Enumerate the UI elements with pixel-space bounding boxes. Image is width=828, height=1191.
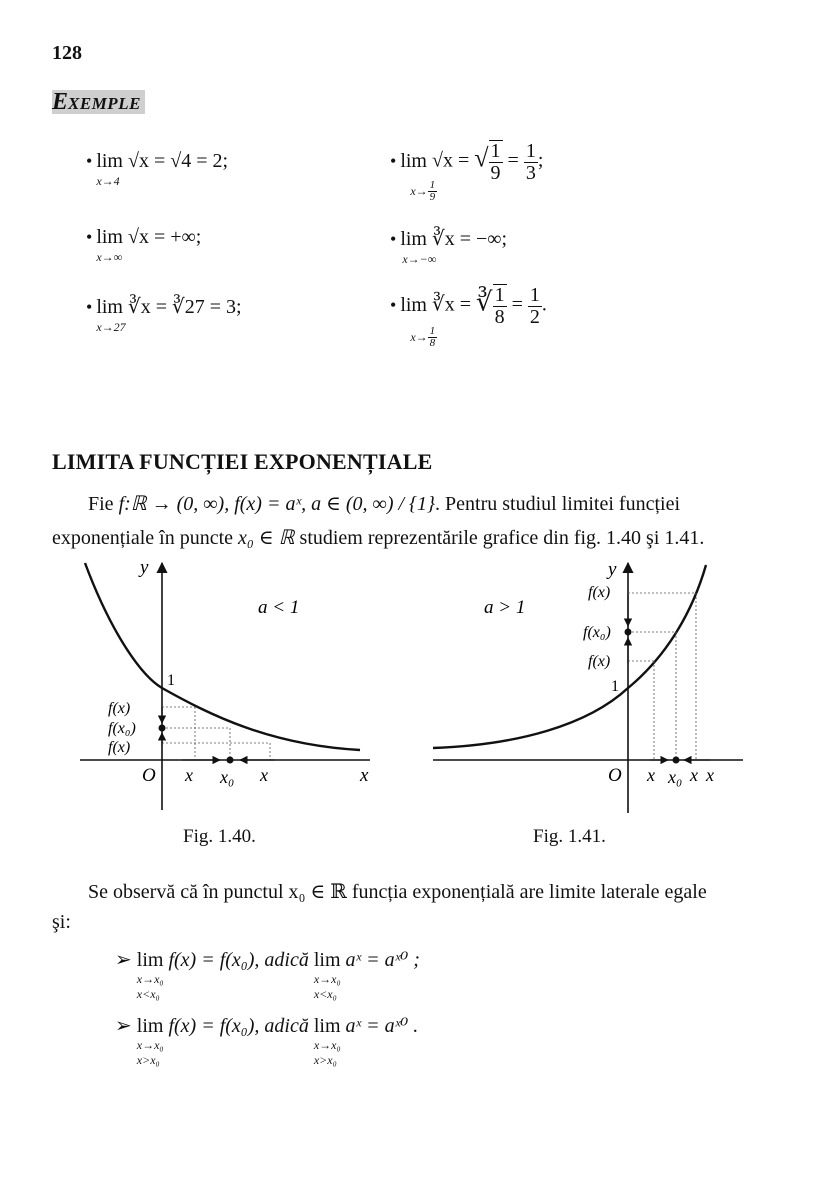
observation-paragraph — [52, 877, 762, 937]
examples-heading — [52, 90, 145, 114]
example-3 — [86, 294, 242, 334]
lim-subscript: x→x₀ x<x₀ — [136, 972, 164, 1001]
lim-subscript: x→ $\frac{1}{8}$ — [410, 324, 436, 350]
power-expression: aˣ = aˣ⁰ ; — [345, 949, 420, 971]
result-fraction: $\frac{1}{3}$ — [525, 139, 536, 184]
power-expression: aˣ = aˣ⁰ . — [345, 1015, 419, 1037]
example-expression: √x = +∞; — [127, 226, 202, 248]
bullet: • — [390, 150, 397, 171]
example-expression: ∛x = −∞; — [431, 228, 508, 250]
page-number: 128 — [52, 42, 82, 64]
lim-operator: lim x→x₀ x>x₀ — [136, 1015, 164, 1067]
x0-point — [673, 757, 680, 764]
limit-expression: f(x) = f(x₀), adică — [168, 949, 309, 971]
lim-operator: lim x→∞ — [96, 226, 123, 264]
lim-operator: lim x→ $\frac{1}{8}$ — [400, 293, 436, 350]
x0-point — [227, 757, 234, 764]
x-right-label: x — [260, 765, 268, 785]
origin-label: O — [142, 765, 156, 786]
lim-operator: lim x→−∞ — [400, 228, 437, 266]
fx0-label: f(x₀) — [583, 624, 611, 641]
figure-1-40-caption: Fig. 1.40. — [183, 826, 256, 847]
lim-subscript: x→ $\frac{1}{9}$ — [410, 178, 436, 204]
example-1 — [86, 150, 229, 188]
intro-point: x₀ ∈ ℝ — [238, 527, 295, 549]
figure-1-41-caption: Fig. 1.41. — [533, 826, 606, 847]
lim-subscript: x→∞ — [96, 250, 123, 264]
x0-label: x₀ — [220, 767, 235, 787]
section-title: LIMITA FUNCȚIEI EXPONENȚIALE — [52, 449, 433, 474]
condition-label: a > 1 — [484, 597, 526, 618]
x-label: x — [360, 765, 369, 786]
example-5 — [390, 226, 508, 266]
bullet: • — [86, 151, 93, 171]
examples-heading-rest: XEMPLE — [68, 94, 141, 113]
figure-1-40 — [70, 555, 380, 820]
lim-subscript: x→x₀ x<x₀ — [313, 972, 341, 1001]
lim-subscript: x→4 — [96, 174, 120, 188]
intro-paragraph — [52, 487, 752, 555]
bullet: • — [86, 297, 93, 317]
lim-operator: lim x→27 — [96, 296, 126, 334]
limit-expression: f(x) = f(x₀), adică — [168, 1015, 309, 1037]
x-left-label: x — [647, 765, 655, 785]
x-left-label: x — [185, 765, 193, 785]
example-expression: √x = — [431, 149, 470, 172]
lim-subscript: x→x₀ x>x₀ — [136, 1038, 164, 1067]
observation-line-1: Se observă că în punctul x₀ ∈ ℝ funcția exponențială are limite laterale egale — [88, 881, 707, 903]
bullet: • — [86, 227, 93, 247]
one-label: 1 — [167, 672, 175, 689]
example-expression: ∛x = — [431, 293, 472, 316]
lim-subscript: x→−∞ — [402, 252, 437, 266]
example-expression: √x = √4 = 2; — [127, 150, 229, 172]
observation-line-2: şi: — [52, 911, 71, 933]
intro-line-1: Fie f:ℝ → (0, ∞), f(x) = aˣ, a ∈ (0, ∞) / {1}. Pentru studiul limitei funcției — [88, 493, 681, 515]
bullet: • — [390, 294, 397, 315]
origin-label: O — [608, 765, 622, 786]
fx0-point — [159, 725, 166, 732]
radicand-fraction: $\frac{1}{9}$ — [490, 140, 501, 184]
fx0-label: f(x₀) — [108, 720, 136, 737]
x-label: x — [706, 765, 714, 785]
condition-label: a < 1 — [258, 597, 300, 618]
limit-bullet-right — [115, 1013, 418, 1073]
limit-bullet-left — [115, 947, 420, 1007]
result-fraction: $\frac{1}{2}$ — [529, 283, 540, 328]
lim-operator: lim x→x₀ x<x₀ — [313, 949, 341, 1001]
bullet: • — [390, 229, 397, 249]
intro-formula: f:ℝ → (0, ∞), f(x) = aˣ, a ∈ (0, ∞) / {1} — [118, 493, 436, 515]
exponential-curve — [433, 565, 706, 748]
fx-top-label: f(x) — [588, 584, 611, 601]
lim-operator: lim x→ $\frac{1}{9}$ — [400, 149, 436, 204]
example-expression: ∛x = ∛27 = 3; — [127, 296, 242, 318]
one-label: 1 — [611, 678, 619, 695]
fx-top-label: f(x) — [108, 700, 131, 717]
y-label: y — [140, 557, 149, 578]
lim-subscript: x→x₀ x>x₀ — [313, 1038, 341, 1067]
radicand-fraction: $\frac{1}{8}$ — [494, 284, 505, 328]
y-label: y — [608, 559, 617, 580]
arrow-bullet-icon: ➢ — [115, 1015, 132, 1037]
lim-subscript: x→27 — [96, 320, 126, 334]
example-2 — [86, 226, 202, 264]
arrow-bullet-icon: ➢ — [115, 949, 132, 971]
lim-operator: lim x→4 — [96, 150, 123, 188]
lim-operator: lim x→x₀ x>x₀ — [313, 1015, 341, 1067]
example-6: • lim x→ $\frac{1}{8}$ ∛x = ∛ $\frac{1}{8}$ = $\frac{1}{2}$ . — [390, 283, 547, 350]
x-right-label: x — [690, 765, 698, 785]
figure-1-41 — [428, 555, 758, 820]
fx-bottom-label: f(x) — [588, 653, 611, 670]
x0-label: x₀ — [668, 767, 683, 787]
intro-line-2: exponențiale în puncte x₀ ∈ ℝ studiem reprezentările grafice din fig. 1.40 şi 1.41. — [52, 527, 705, 549]
lim-operator: lim x→x₀ x<x₀ — [136, 949, 164, 1001]
fx0-point — [625, 629, 632, 636]
fx-bottom-label: f(x) — [108, 739, 131, 756]
examples-heading-initial: E — [52, 89, 69, 115]
example-4: • lim x→ $\frac{1}{9}$ √x = √ $\frac{1}{9}$ = $\frac{1}{3}$ ; — [390, 139, 544, 204]
